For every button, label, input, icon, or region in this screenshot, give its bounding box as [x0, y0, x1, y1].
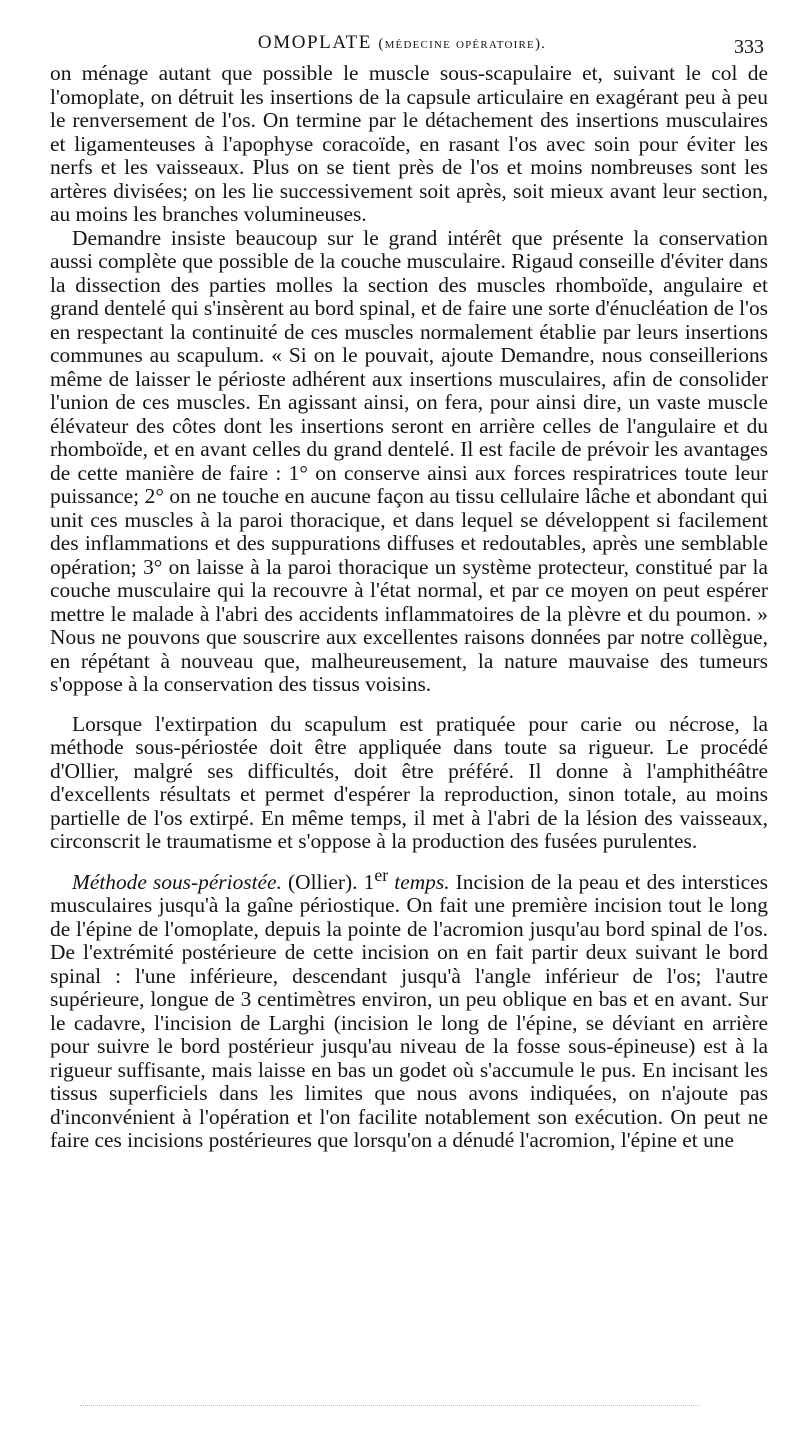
- running-title: [40, 32, 764, 54]
- footer-divider: [80, 1405, 700, 1406]
- running-header: [40, 28, 764, 58]
- paragraph-methode-sous-periostee: [50, 864, 768, 1153]
- page-number: 333: [734, 36, 764, 58]
- running-title-main: OMOPLATE: [257, 32, 373, 53]
- section-heading-author: (Ollier).: [281, 869, 364, 894]
- step-label: temps.: [388, 869, 450, 894]
- step-ordinal: er: [374, 864, 389, 885]
- section-heading-italic: Méthode sous-périostée.: [72, 869, 282, 894]
- step-number: 1: [363, 869, 375, 894]
- paragraph-demandre: Demandre insiste beaucoup sur le grand intérêt que présente la conservation aussi complète que possible de la couche musculaire. Rigaud conseille d'éviter dans la dissection des parties molles la section des muscles rhomboïde, angulaire et grand dentelé qui s'insèrent au bord spinal, et de faire une sorte d'énucléation de l'os en respectant la continuité de ces muscles normalement établie par leurs insertions communes au scapulum. « Si on le pouvait, ajoute Demandre, nous conseillerions même de laisser le périoste adhérent aux insertions musculaires, afin de consolider l'union de ces muscles. En agissant ainsi, on fera, pour ainsi dire, un vaste muscle élévateur des côtes dont les insertions seront en arrière celles de l'angulaire et du rhomboïde, et en avant celles du grand dentelé. Il est facile de prévoir les avantages de cette manière de faire : 1° on conserve ainsi aux forces respiratrices toute leur puissance; 2° on ne touche en aucune façon au tissu cellulaire lâche et abondant qui unit ces muscles à la paroi thoracique, et dans lequel se développent si facilement des inflammations et des suppurations diffuses et redoutables, après une semblable opération; 3° on laisse à la paroi thoracique un système protecteur, constitué par la couche musculaire qui la recouvre à l'état normal, et par ce moyen on peut espérer mettre le malade à l'abri des accidents inflammatoires de la plèvre et du poumon. » Nous ne pouvons que souscrire aux excellentes raisons données par notre collègue, en répétant à nouveau que, malheureusement, la nature mauvaise des tumeurs s'oppose à la conservation des tissus voisins.: [50, 225, 768, 696]
- paragraph-continuation: on ménage autant que possible le muscle sous-scapulaire et, suivant le col de l'omoplate, on détruit les insertions de la capsule articulaire en exagérant peu à peu le renversement de l'os. On termine par le détachement des insertions musculaires et ligamenteuses à l'apophyse coracoïde, en rasant l'os avec soin pour éviter les nerfs et les vaisseaux. Plus on se tient près de l'os et moins nombreuses sont les artères divisées; on les lie successivement soit après, soit mieux avant leur section, au moins les branches volumineuses.: [50, 61, 768, 226]
- paragraph-body: Incision de la peau et des interstices musculaires jusqu'à la gaîne périostique. On fait une première incision tout le long de l'épine de l'omoplate, depuis la pointe de l'acromion jusqu'au bord spinal de l'os. De l'extrémité postérieure de cette incision on en fait partir deux suivant le bord spinal : l'une inférieure, descendant jusqu'à l'angle inférieur de l'os; l'autre supérieure, longue de 3 centimètres environ, un peu oblique en bas et en avant. Sur le cadavre, l'incision de Larghi (incision le long de l'épine, se déviant en arrière pour suivre le bord postérieur jusqu'au niveau de la fosse sous-épineuse) est à la rigueur suffisante, mais laisse en bas un godet où s'accumule le pus. En incisant les tissus superficiels dans les limites que nous avons indiquées, on n'ajoute pas d'inconvénient à l'opération et l'on facilite notablement son exécution. On peut ne faire ces incisions postérieures que lorsqu'on a dénudé l'acromion, l'épine et une: [50, 869, 768, 1153]
- paragraph-extirpation: Lorsque l'extirpation du scapulum est pratiquée pour carie ou nécrose, la méthode sous-périostée doit être appliquée dans toute sa rigueur. Le procédé d'Ollier, malgré ses difficultés, doit être préféré. Il donne à l'amphithéâtre d'excellents résultats et permet d'espérer la reproduction, sinon totale, au moins partielle de l'os extirpé. En même temps, il met à l'abri de la lésion des vaisseaux, circonscrit le traumatisme et s'oppose à la production des fusées purulentes.: [50, 711, 768, 853]
- body-text: [50, 62, 768, 1153]
- running-title-subtitle: (médecine opératoire).: [378, 36, 547, 52]
